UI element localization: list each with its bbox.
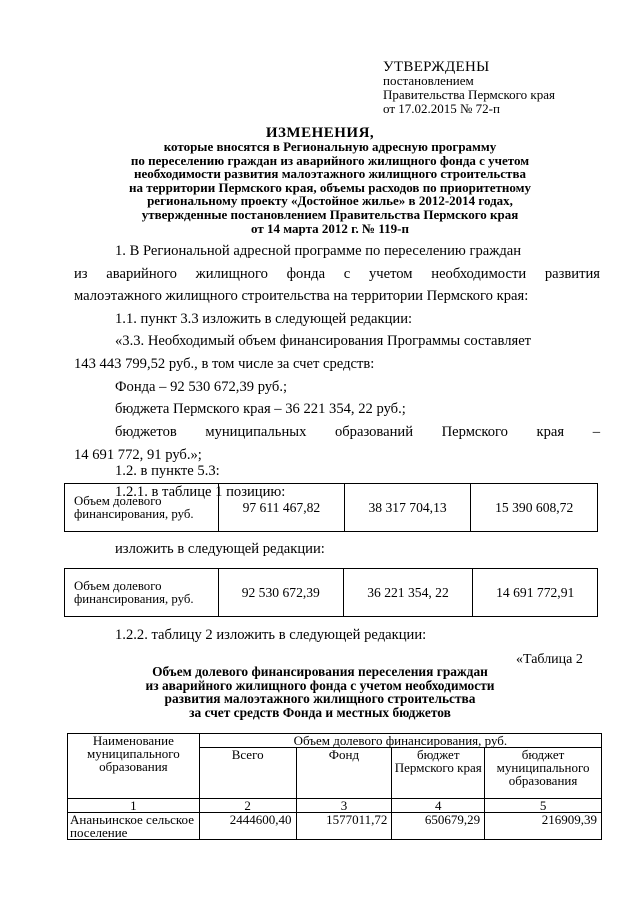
table-cell: 14 691 772,91 bbox=[473, 569, 598, 617]
paragraph-1-line-2: из аварийного жилищного фонда с учетом необходимости развития bbox=[74, 266, 600, 282]
approval-stamp bbox=[383, 60, 633, 116]
table-col-number: 4 bbox=[392, 799, 485, 813]
table-group-header: Объем долевого финансирования, руб. bbox=[199, 734, 601, 748]
table-header-row bbox=[68, 734, 602, 748]
table-cell: 97 611 467,82 bbox=[219, 484, 345, 532]
approved-authority: Правительства Пермского края bbox=[383, 87, 555, 102]
table-cell: 15 390 608,72 bbox=[471, 484, 598, 532]
paragraph-1-2-2: 1.2.2. таблицу 2 изложить в следующей редакции: bbox=[115, 627, 427, 643]
subtitle-line: по переселению граждан из аварийного жилищного фонда с учетом bbox=[130, 152, 530, 168]
table-cell: 2444600,40 bbox=[199, 813, 296, 840]
table-2 bbox=[67, 733, 602, 840]
subtitle-line: на территории Пермского края, объемы расходов по приоритетному bbox=[128, 179, 532, 195]
approved-heading: УТВЕРЖДЕНЫ bbox=[383, 59, 490, 75]
budget-krai-line: бюджета Пермского края – 36 221 354, 22 руб.; bbox=[115, 401, 406, 417]
table-cell: 36 221 354, 22 bbox=[343, 569, 473, 617]
table-numbers-row bbox=[68, 799, 602, 813]
budget-mun-line-1: бюджетов муниципальных образований Пермского края – bbox=[115, 424, 600, 440]
table-header-mun: бюджет муниципального образования bbox=[485, 748, 602, 799]
table-2-title-line: развития малоэтажного жилищного строительства bbox=[164, 691, 476, 707]
approved-date: от 17.02.2015 № 72-п bbox=[383, 101, 500, 116]
table-2-title-line: Объем долевого финансирования переселения граждан bbox=[152, 664, 488, 679]
table-label: Объем долевого финансирования, руб. bbox=[65, 484, 219, 532]
document-title: ИЗМЕНЕНИЯ, bbox=[265, 125, 375, 141]
table-row bbox=[68, 813, 602, 840]
paragraph-1-2-1: 1.2.1. в таблице 1 позицию: bbox=[115, 484, 286, 500]
table-cell-name: Ананьинское сельское поселение bbox=[68, 813, 200, 840]
table-col-number: 5 bbox=[485, 799, 602, 813]
table-cell: 38 317 704,13 bbox=[344, 484, 471, 532]
table-old-position bbox=[64, 483, 598, 532]
table-cell: 650679,29 bbox=[392, 813, 485, 840]
table-header-krai: бюджет Пермского края bbox=[392, 748, 485, 799]
table-cell: 216909,39 bbox=[485, 813, 602, 840]
table-header-fund: Фонд bbox=[296, 748, 392, 799]
table-2-reference: «Таблица 2 bbox=[516, 652, 583, 667]
table-header-name: Наименование муниципального образования bbox=[68, 734, 200, 799]
subtitle-line: утвержденные постановлением Правительства Пермского края bbox=[141, 206, 519, 222]
table-2-title-line: из аварийного жилищного фонда с учетом необходимости bbox=[145, 677, 495, 693]
table-cell: 1577011,72 bbox=[296, 813, 392, 840]
subtitle-line: региональному проекту «Достойное жилье» в 2012-2014 годах, bbox=[147, 193, 513, 209]
subtitle-line: которые вносятся в Региональную адресную программу bbox=[163, 139, 497, 154]
table-new-position bbox=[64, 568, 598, 617]
paragraph-3-3-line-1: «3.3. Необходимый объем финансирования Программы составляет bbox=[115, 333, 532, 349]
approved-by: постановлением bbox=[383, 73, 474, 88]
replace-text: изложить в следующей редакции: bbox=[115, 541, 325, 557]
fund-line: Фонда – 92 530 672,39 руб.; bbox=[115, 379, 288, 395]
budget-mun-line-2: 14 691 772, 91 руб.»; bbox=[74, 447, 202, 463]
subtitle-line: от 14 марта 2012 г. № 119-п bbox=[251, 220, 409, 236]
subtitle-line: необходимости развития малоэтажного жилищного строительства bbox=[134, 166, 526, 182]
table-row bbox=[65, 484, 598, 532]
paragraph-1-line-1: 1. В Региональной адресной программе по переселению граждан bbox=[115, 243, 522, 259]
table-2-title bbox=[0, 665, 640, 719]
table-2-title-line: за счет средств Фонда и местных бюджетов bbox=[189, 704, 451, 720]
table-col-number: 2 bbox=[199, 799, 296, 813]
table-cell: 92 530 672,39 bbox=[219, 569, 344, 617]
paragraph-1-line-3: малоэтажного жилищного строительства на территории Пермского края: bbox=[74, 288, 529, 304]
paragraph-1-1: 1.1. пункт 3.3 изложить в следующей редакции: bbox=[115, 311, 413, 327]
paragraph-1-2: 1.2. в пункте 5.3: bbox=[115, 463, 220, 479]
document-subtitle bbox=[100, 140, 560, 235]
table-col-number: 3 bbox=[296, 799, 392, 813]
paragraph-3-3-line-2: 143 443 799,52 руб., в том числе за счет средств: bbox=[74, 356, 375, 372]
table-label: Объем долевого финансирования, руб. bbox=[65, 569, 219, 617]
table-header-total: Всего bbox=[199, 748, 296, 799]
table-col-number: 1 bbox=[68, 799, 200, 813]
table-row bbox=[65, 569, 598, 617]
